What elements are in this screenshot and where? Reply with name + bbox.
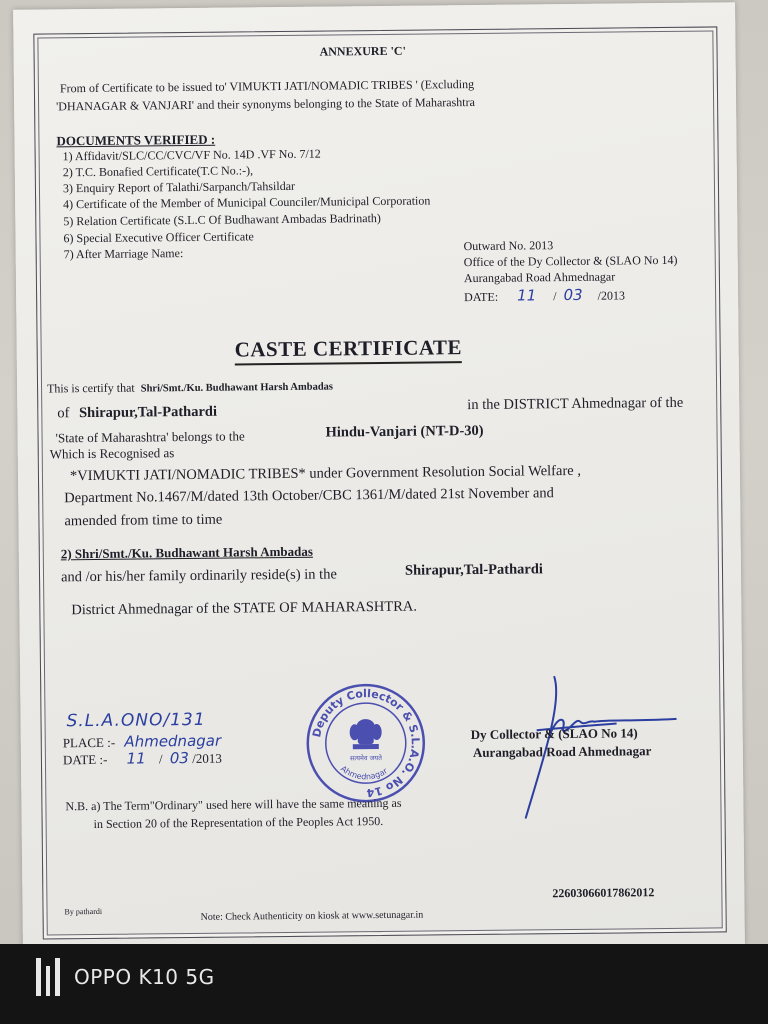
outward-road: Aurangabad Road Ahmednagar <box>463 269 616 286</box>
caste-name: Hindu-Vanjari (NT-D-30) <box>325 422 484 441</box>
documents-heading: DOCUMENTS VERIFIED : <box>56 131 216 149</box>
by-label: By pathardi <box>64 906 103 917</box>
intro-line-2: 'DHANAGAR & VANJARI' and their synonyms belonging to the State of Maharashtra <box>56 94 475 114</box>
certify-line <box>47 378 333 396</box>
document-item: 1) Affidavit/SLC/CC/CVC/VF No. 14D .VF No. 7/12 <box>62 146 321 164</box>
document-item: 3) Enquiry Report of Talathi/Sarpanch/Tahsildar <box>62 178 296 196</box>
outward-date-day: 11 <box>517 286 537 305</box>
certificate-sheet <box>13 2 745 952</box>
document-item: 7) After Marriage Name: <box>63 246 184 262</box>
document-item: 2) T.C. Bonafied Certificate(T.C No.:-), <box>62 163 254 180</box>
place-label: PLACE :- <box>62 734 116 751</box>
outward-date-month: 03 <box>563 285 583 305</box>
date-sep: / <box>158 751 163 767</box>
camera-watermark <box>36 958 215 996</box>
nb-line-2: in Section 20 of the Representation of the Peoples Act 1950. <box>93 813 384 832</box>
annexure-label: ANNEXURE 'C' <box>319 43 406 59</box>
district-text: in the DISTRICT Ahmednagar of the <box>467 394 684 414</box>
date-year: /2013 <box>192 750 222 766</box>
date-day: 11 <box>126 749 146 768</box>
seal-hindi-text: सत्यमेव जयते <box>349 753 382 763</box>
date-label: DATE :- <box>62 751 108 768</box>
of-line <box>57 404 217 423</box>
outward-date-year: /2013 <box>597 288 626 303</box>
gr-line-3: amended from time to time <box>64 511 223 530</box>
gr-line-1: *VIMUKTI JATI/NOMADIC TRIBES* under Government Resolution Social Welfare , <box>69 462 581 485</box>
recognised-text: Which is Recognised as <box>49 445 175 462</box>
document-item: 4) Certificate of the Member of Municipal Counciler/Municipal Corporation <box>63 193 431 212</box>
certify-prefix: This is certify that <box>46 380 135 396</box>
outward-date-label: DATE: <box>464 289 499 305</box>
reside-text: and /or his/her family ordinarily reside(s) in the <box>60 566 337 586</box>
state-text: 'State of Maharashtra' belongs to the <box>55 428 245 446</box>
document-item: 5) Relation Certificate (S.L.C Of Budhawant Ambadas Badrinath) <box>63 210 381 229</box>
camera-logo-icon <box>36 958 64 996</box>
authenticity-note: Note: Check Authenticity on kiosk at www.setunagar.in <box>200 909 424 923</box>
gr-line-2: Department No.1467/M/dated 13th October/CBC 1361/M/dated 21st November and <box>64 485 554 507</box>
signatory-address: Aurangabad Road Ahmednagar <box>472 743 652 761</box>
person-name: Shri/Smt./Ku. Budhawant Harsh Ambadas <box>140 381 334 395</box>
district-state-text: District Ahmednagar of the STATE OF MAHARASHTRA. <box>71 598 418 619</box>
camera-model-text: OPPO K10 5G <box>74 965 215 989</box>
outward-office: Office of the Dy Collector & (SLAO No 14) <box>463 252 678 270</box>
outward-number: Outward No. 2013 <box>463 238 554 254</box>
sla-number: S.L.A.ONO/131 <box>66 709 206 732</box>
certificate-number: 22603066017862012 <box>552 885 655 901</box>
reside-place: Shirapur,Tal-Pathardi <box>404 561 543 579</box>
outward-date-sep: / <box>553 289 557 304</box>
outward-date <box>464 285 625 305</box>
place-value: Ahmednagar <box>124 731 222 751</box>
intro-line-1: From of Certificate to be issued to' VIMUKTI JATI/NOMADIC TRIBES ' (Excluding <box>59 76 475 96</box>
residence-place: Shirapur,Tal-Pathardi <box>78 403 218 422</box>
seal-inner-text: Ahmednagar <box>338 764 390 782</box>
seal-ring-text: Deputy Collector & S.L.A.O. No 14 <box>310 687 422 800</box>
page-title: CASTE CERTIFICATE <box>235 335 463 365</box>
nb-line-1: N.B. a) The Term"Ordinary" used here will have the same meaning as <box>65 795 402 814</box>
person-2-name: 2) Shri/Smt./Ku. Budhawant Harsh Ambadas <box>60 543 313 562</box>
date-month: 03 <box>169 749 190 768</box>
official-seal-icon <box>302 679 429 806</box>
document-item: 6) Special Executive Officer Certificate <box>63 229 254 246</box>
date-line <box>63 749 222 769</box>
signatory-title: Dy Collector & (SLAO No 14) <box>470 725 638 743</box>
of-label: of <box>57 405 70 422</box>
